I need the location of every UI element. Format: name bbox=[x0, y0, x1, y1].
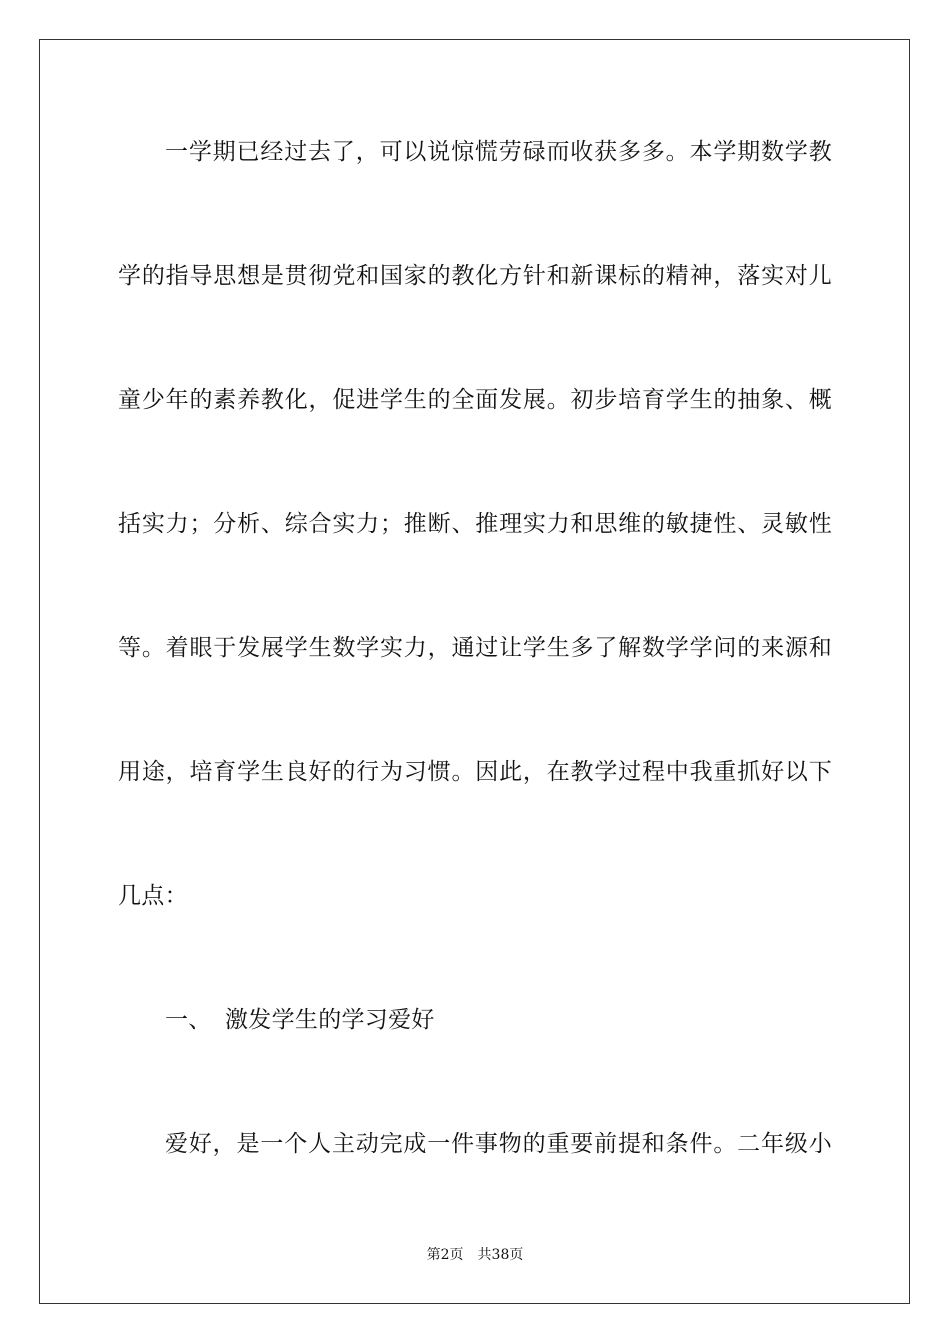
page-footer bbox=[0, 1246, 950, 1264]
paragraph-line: 学的指导思想是贯彻党和国家的教化方针和新课标的精神，落实对儿 bbox=[118, 263, 832, 289]
paragraph-line: 用途，培育学生良好的行为习惯。因此，在教学过程中我重抓好以下 bbox=[118, 759, 832, 785]
section-title: 激发学生的学习爱好 bbox=[225, 1007, 435, 1033]
paragraph-line: 几点： bbox=[118, 883, 188, 909]
page-frame bbox=[39, 39, 910, 1304]
paragraph-line: 童少年的素养教化，促进学生的全面发展。初步培育学生的抽象、概 bbox=[118, 387, 832, 413]
page-number: 第2页 bbox=[426, 1247, 464, 1263]
paragraph-line: 括实力；分析、综合实力；推断、推理实力和思维的敏捷性、灵敏性 bbox=[118, 511, 832, 537]
section-heading bbox=[165, 1005, 435, 1035]
section-number: 一、 bbox=[165, 1007, 212, 1033]
paragraph-line: 爱好，是一个人主动完成一件事物的重要前提和条件。二年级小 bbox=[165, 1131, 832, 1157]
paragraph-line: 一学期已经过去了，可以说惊慌劳碌而收获多多。本学期数学教 bbox=[165, 139, 832, 165]
total-pages: 共38页 bbox=[477, 1247, 524, 1263]
paragraph-line: 等。着眼于发展学生数学实力，通过让学生多了解数学学问的来源和 bbox=[118, 635, 832, 661]
